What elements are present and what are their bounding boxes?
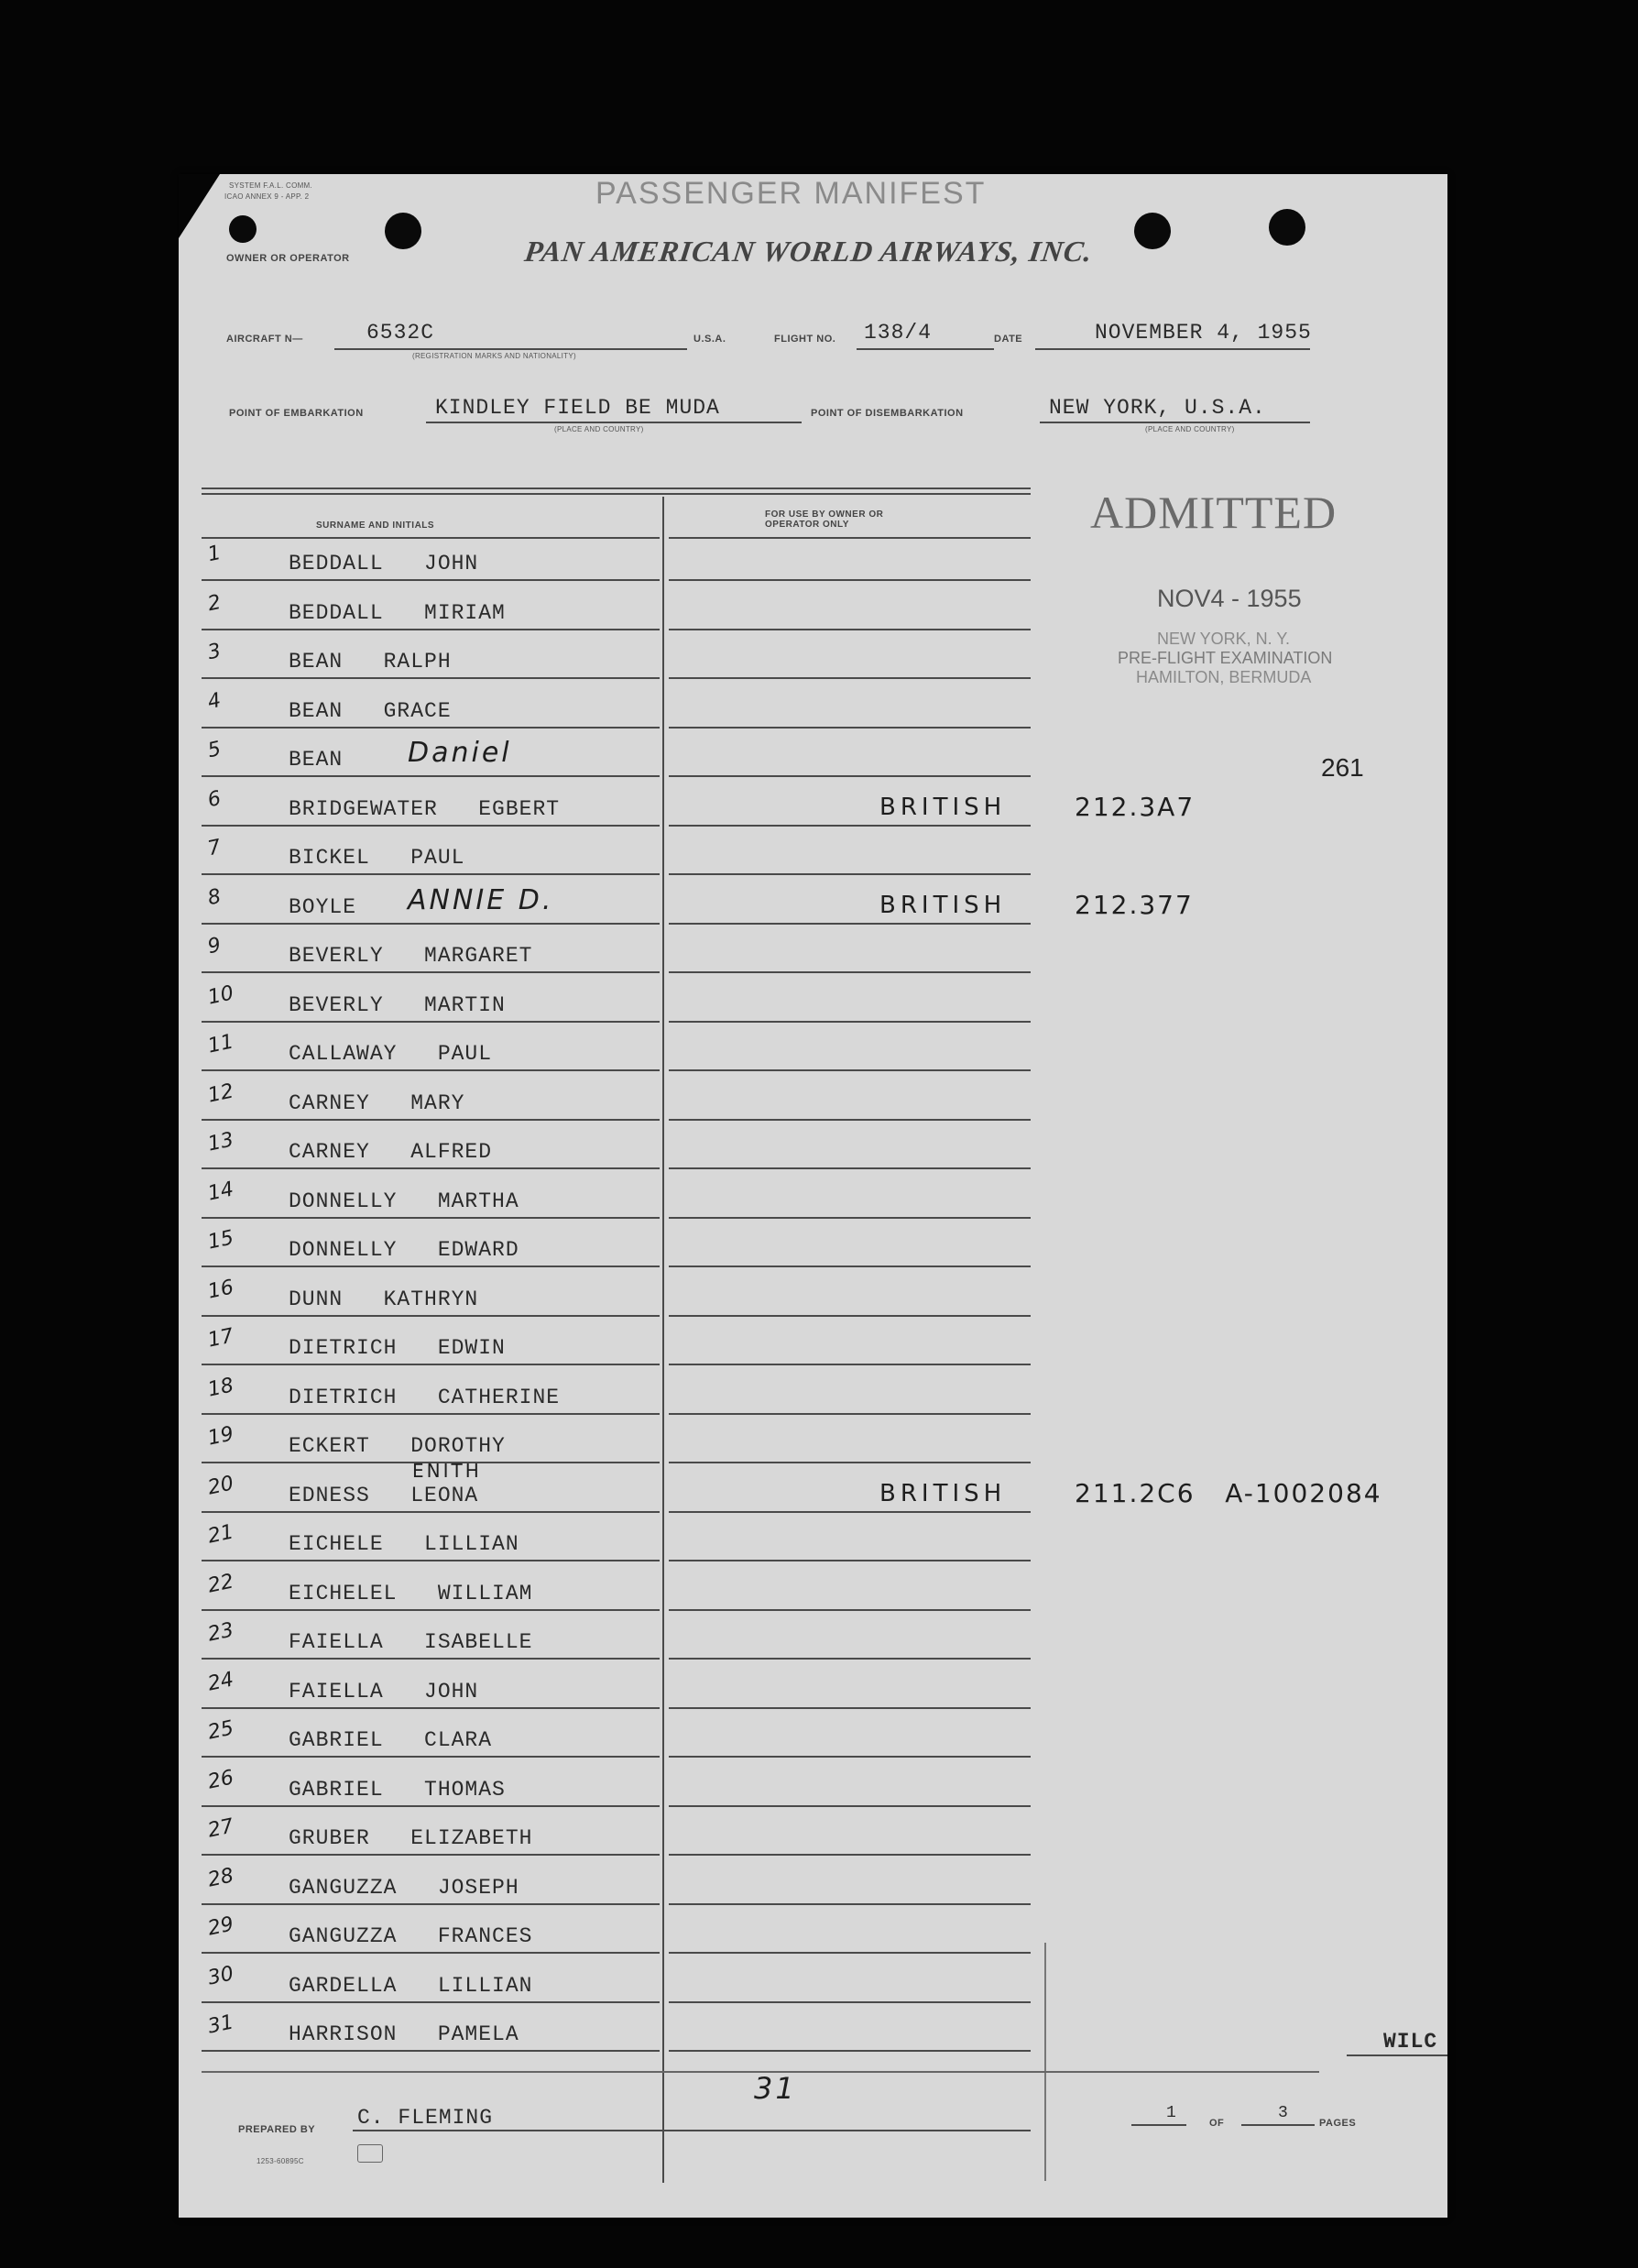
- of-label: OF: [1209, 2118, 1225, 2129]
- passenger-name: FAIELLA ISABELLE: [289, 1630, 533, 1654]
- passenger-name: DUNN KATHRYN: [289, 1287, 479, 1311]
- prepared-label: PREPARED BY: [238, 2124, 316, 2135]
- passenger-name: DIETRICH CATHERINE: [289, 1386, 561, 1409]
- surname-column-header: SURNAME AND INITIALS: [316, 520, 435, 531]
- passenger-name: HARRISON PAMELA: [289, 2022, 519, 2046]
- passenger-number: 13: [205, 1128, 236, 1156]
- passenger-number: 3: [205, 639, 224, 665]
- embark-caption: (PLACE AND COUNTRY): [554, 425, 644, 433]
- header-underline-left: [202, 537, 660, 539]
- passenger-row: [179, 1276, 1447, 1322]
- row-line-right: [669, 775, 1031, 777]
- flight-line: [857, 348, 994, 350]
- passenger-name: GABRIEL THOMAS: [289, 1778, 506, 1802]
- stamp-line-2: PRE-FLIGHT EXAMINATION: [1118, 649, 1333, 667]
- row-line-right: [669, 677, 1031, 679]
- passenger-name: EICHELEL WILLIAM: [289, 1582, 533, 1605]
- handwritten-name: Daniel: [408, 737, 512, 769]
- passenger-number: 1: [205, 541, 224, 567]
- passenger-name: FAIELLA JOHN: [289, 1680, 479, 1704]
- row-line-right: [669, 1021, 1031, 1023]
- passenger-row: [179, 1031, 1447, 1077]
- passenger-number: 12: [205, 1079, 236, 1108]
- passenger-number: 17: [205, 1324, 236, 1353]
- disembark-label: POINT OF DISEMBARKATION: [811, 408, 964, 419]
- passenger-name: DONNELLY EDWARD: [289, 1238, 519, 1262]
- passenger-row: [179, 786, 1447, 832]
- passenger-number: 2: [205, 590, 224, 617]
- total-passengers: 31: [754, 2071, 797, 2106]
- passenger-row: [179, 982, 1447, 1028]
- passenger-number: 16: [205, 1276, 236, 1304]
- row-line-right: [669, 1805, 1031, 1807]
- row-line-left: [202, 579, 660, 581]
- passenger-row: [179, 1717, 1447, 1763]
- passenger-row: [179, 1178, 1447, 1224]
- passenger-row: [179, 1080, 1447, 1126]
- punch-hole-left: [229, 215, 257, 243]
- passenger-row: [179, 1571, 1447, 1616]
- row-line-left: [202, 1854, 660, 1856]
- page-code: 261: [1321, 753, 1364, 782]
- passenger-number: 14: [205, 1178, 236, 1206]
- row-line-left: [202, 1119, 660, 1121]
- passenger-number: 5: [205, 737, 224, 763]
- page-number: 1: [1166, 2104, 1177, 2122]
- row-line-left: [202, 1658, 660, 1660]
- disembark-point: NEW YORK, U.S.A.: [1049, 396, 1266, 420]
- row-line-left: [202, 1413, 660, 1415]
- embark-line: [426, 422, 802, 423]
- passenger-name: BOYLE: [289, 895, 357, 919]
- passenger-row: [179, 1963, 1447, 2009]
- row-line-left: [202, 873, 660, 875]
- row-line-left: [202, 1903, 660, 1905]
- nationality-note: BRITISH: [879, 892, 1007, 919]
- row-line-right: [669, 1315, 1031, 1317]
- row-line-right: [669, 1364, 1031, 1365]
- form-ref-2: ICAO ANNEX 9 - APP. 2: [224, 192, 310, 201]
- passenger-row: [179, 884, 1447, 930]
- row-line-right: [669, 825, 1031, 827]
- side-note: WILC: [1383, 2030, 1438, 2054]
- row-line-right: [669, 727, 1031, 729]
- handwritten-correction: ENITH: [412, 1460, 482, 1482]
- stamp-line-3: HAMILTON, BERMUDA: [1136, 668, 1312, 686]
- passenger-number: 19: [205, 1422, 236, 1451]
- row-line-right: [669, 629, 1031, 630]
- passenger-row: [179, 1325, 1447, 1371]
- page-line: [1131, 2124, 1186, 2126]
- row-line-left: [202, 2001, 660, 2003]
- owner-use-column-header: [765, 509, 902, 530]
- stamp-line-1: NEW YORK, N. Y.: [1157, 630, 1291, 648]
- passenger-number: 11: [205, 1030, 236, 1058]
- nationality-note: BRITISH: [879, 794, 1007, 821]
- row-line-left: [202, 727, 660, 729]
- passenger-name: GRUBER ELIZABETH: [289, 1826, 533, 1850]
- passenger-row: [179, 1460, 1447, 1518]
- row-line-right: [669, 1167, 1031, 1169]
- date-line: [1035, 348, 1310, 350]
- passenger-row: [179, 1767, 1447, 1813]
- row-line-right: [669, 1756, 1031, 1758]
- row-line-right: [669, 1217, 1031, 1219]
- embark-point: KINDLEY FIELD BE MUDA: [435, 396, 720, 420]
- passenger-name: BRIDGEWATER EGBERT: [289, 797, 561, 821]
- punch-hole-left-2: [385, 213, 421, 249]
- row-line-left: [202, 1756, 660, 1758]
- row-line-left: [202, 1805, 660, 1807]
- passenger-row: [179, 1521, 1447, 1567]
- owner-label: OWNER OR OPERATOR: [226, 253, 350, 264]
- passenger-name: GABRIEL CLARA: [289, 1728, 493, 1752]
- passenger-row: [179, 835, 1447, 881]
- passenger-number: 9: [205, 933, 224, 959]
- prepared-by: C. FLEMING: [357, 2106, 494, 2130]
- manifest-title: PASSENGER MANIFEST: [595, 176, 987, 211]
- row-line-left: [202, 923, 660, 925]
- passenger-number: 7: [205, 835, 224, 861]
- passenger-name: BICKEL PAUL: [289, 846, 465, 870]
- row-line-right: [669, 1511, 1031, 1513]
- punch-hole-right-2: [1269, 209, 1305, 246]
- aircraft-number: 6532C: [366, 321, 435, 345]
- passenger-row: [179, 1815, 1447, 1861]
- row-line-right: [669, 1707, 1031, 1709]
- manifest-page: [179, 174, 1447, 2218]
- row-line-left: [202, 1069, 660, 1071]
- passenger-number: 8: [205, 884, 224, 911]
- passenger-row: [179, 2011, 1447, 2057]
- passenger-row: [179, 1669, 1447, 1715]
- passenger-row: [179, 737, 1447, 783]
- form-number: 1253-60895C: [257, 2157, 304, 2165]
- form-ref-1: SYSTEM F.A.L. COMM.: [229, 181, 313, 190]
- passenger-number: 15: [205, 1226, 236, 1255]
- row-line-right: [669, 1903, 1031, 1905]
- passenger-number: 6: [205, 786, 224, 813]
- passenger-name: ECKERT DOROTHY: [289, 1434, 506, 1458]
- airline-name: PAN AMERICAN WORLD AIRWAYS, INC.: [522, 235, 1096, 268]
- table-top-rule-1: [202, 488, 1031, 489]
- admitted-date: NOV4 - 1955: [1157, 585, 1302, 612]
- passenger-name: BEVERLY MARGARET: [289, 944, 533, 968]
- passenger-name: BEVERLY MARTIN: [289, 993, 506, 1017]
- passenger-name: CARNEY MARY: [289, 1091, 465, 1115]
- passenger-name: BEAN GRACE: [289, 699, 452, 723]
- passenger-name: BEAN: [289, 748, 344, 772]
- row-line-left: [202, 1217, 660, 1219]
- row-line-left: [202, 2050, 660, 2052]
- aircraft-line: [334, 348, 687, 350]
- side-note-line: [1347, 2054, 1447, 2056]
- passenger-number: 22: [205, 1570, 236, 1598]
- table-top-rule-2: [202, 493, 1031, 495]
- row-line-left: [202, 629, 660, 630]
- passenger-number: 10: [205, 981, 236, 1010]
- usa-label: U.S.A.: [693, 334, 726, 345]
- passenger-name: BEDDALL MIRIAM: [289, 601, 506, 625]
- passenger-row: [179, 1619, 1447, 1665]
- row-line-left: [202, 1952, 660, 1954]
- passenger-number: 18: [205, 1374, 236, 1402]
- passenger-row: [179, 541, 1447, 586]
- header-underline-right: [669, 537, 1031, 539]
- passenger-name: GANGUZZA FRANCES: [289, 1924, 533, 1948]
- passenger-name: DONNELLY MARTHA: [289, 1189, 519, 1213]
- row-line-right: [669, 1265, 1031, 1267]
- disembark-caption: (PLACE AND COUNTRY): [1145, 425, 1235, 433]
- passenger-number: 31: [205, 2011, 236, 2039]
- flight-date: NOVEMBER 4, 1955: [1095, 321, 1312, 345]
- owner-use-header-text: FOR USE BY OWNER OR OPERATOR ONLY: [765, 509, 884, 530]
- aircraft-label: AIRCRAFT N—: [226, 334, 303, 345]
- passenger-row: [179, 1913, 1447, 1959]
- row-line-right: [669, 971, 1031, 973]
- row-line-left: [202, 971, 660, 973]
- passenger-row: [179, 1865, 1447, 1911]
- row-line-left: [202, 1364, 660, 1365]
- passenger-name: GARDELLA LILLIAN: [289, 1974, 533, 1998]
- prepared-line: [353, 2130, 1031, 2131]
- row-line-right: [669, 1119, 1031, 1121]
- row-line-right: [669, 579, 1031, 581]
- row-line-right: [669, 1413, 1031, 1415]
- passenger-number: 23: [205, 1618, 236, 1647]
- passenger-row: [179, 1375, 1447, 1420]
- printer-mark: [357, 2144, 383, 2163]
- passenger-row: [179, 688, 1447, 734]
- row-line-right: [669, 2050, 1031, 2052]
- row-line-left: [202, 825, 660, 827]
- row-line-left: [202, 1707, 660, 1709]
- passenger-number: 30: [205, 1962, 236, 1990]
- passenger-name: CARNEY ALFRED: [289, 1140, 493, 1164]
- row-line-left: [202, 1315, 660, 1317]
- row-line-left: [202, 775, 660, 777]
- alien-code-note: 211.2C6 A-1002084: [1075, 1478, 1382, 1508]
- row-line-right: [669, 923, 1031, 925]
- row-line-right: [669, 1462, 1031, 1463]
- row-line-right: [669, 1069, 1031, 1071]
- row-line-left: [202, 677, 660, 679]
- admitted-stamp: ADMITTED: [1090, 487, 1338, 538]
- row-line-left: [202, 1021, 660, 1023]
- row-line-right: [669, 1658, 1031, 1660]
- passenger-number: 26: [205, 1766, 236, 1794]
- passenger-name: GANGUZZA JOSEPH: [289, 1876, 519, 1900]
- passenger-number: 25: [205, 1716, 236, 1745]
- alien-code-note: 212.377: [1075, 890, 1194, 920]
- row-line-right: [669, 2001, 1031, 2003]
- row-line-left: [202, 1265, 660, 1267]
- row-line-right: [669, 1952, 1031, 1954]
- row-line-left: [202, 1560, 660, 1561]
- passenger-number: 20: [205, 1472, 236, 1500]
- passenger-row: [179, 933, 1447, 979]
- disembark-line: [1040, 422, 1310, 423]
- nationality-note: BRITISH: [879, 1480, 1007, 1507]
- passenger-name: CALLAWAY PAUL: [289, 1042, 493, 1066]
- embark-label: POINT OF EMBARKATION: [229, 408, 364, 419]
- passenger-number: 29: [205, 1912, 236, 1941]
- pages-label: PAGES: [1319, 2118, 1357, 2129]
- row-line-right: [669, 1560, 1031, 1561]
- passenger-name: EDNESS LEONA: [289, 1484, 479, 1507]
- passenger-name: BEDDALL JOHN: [289, 552, 479, 575]
- row-line-right: [669, 1854, 1031, 1856]
- row-line-left: [202, 1167, 660, 1169]
- row-line-right: [669, 873, 1031, 875]
- total-pages: 3: [1278, 2104, 1289, 2122]
- passenger-number: 24: [205, 1668, 236, 1696]
- handwritten-name: ANNIE D.: [408, 884, 554, 916]
- passenger-row: [179, 1227, 1447, 1273]
- alien-code-note: 212.3A7: [1075, 792, 1196, 822]
- passenger-row: [179, 1423, 1447, 1469]
- punch-hole-right: [1134, 213, 1171, 249]
- flight-label: FLIGHT NO.: [774, 334, 836, 345]
- flight-number: 138/4: [864, 321, 933, 345]
- passenger-number: 4: [205, 688, 224, 715]
- passenger-name: EICHELE LILLIAN: [289, 1532, 519, 1556]
- passenger-number: 28: [205, 1864, 236, 1892]
- passenger-number: 27: [205, 1814, 236, 1843]
- pages-line: [1241, 2124, 1315, 2126]
- date-label: DATE: [994, 334, 1023, 345]
- passenger-name: BEAN RALPH: [289, 650, 452, 674]
- passenger-row: [179, 1129, 1447, 1175]
- registration-caption: (REGISTRATION MARKS AND NATIONALITY): [412, 352, 576, 360]
- row-line-right: [669, 1609, 1031, 1611]
- row-line-left: [202, 1609, 660, 1611]
- passenger-name: DIETRICH EDWIN: [289, 1336, 506, 1360]
- row-line-left: [202, 1511, 660, 1513]
- passenger-number: 21: [205, 1520, 236, 1549]
